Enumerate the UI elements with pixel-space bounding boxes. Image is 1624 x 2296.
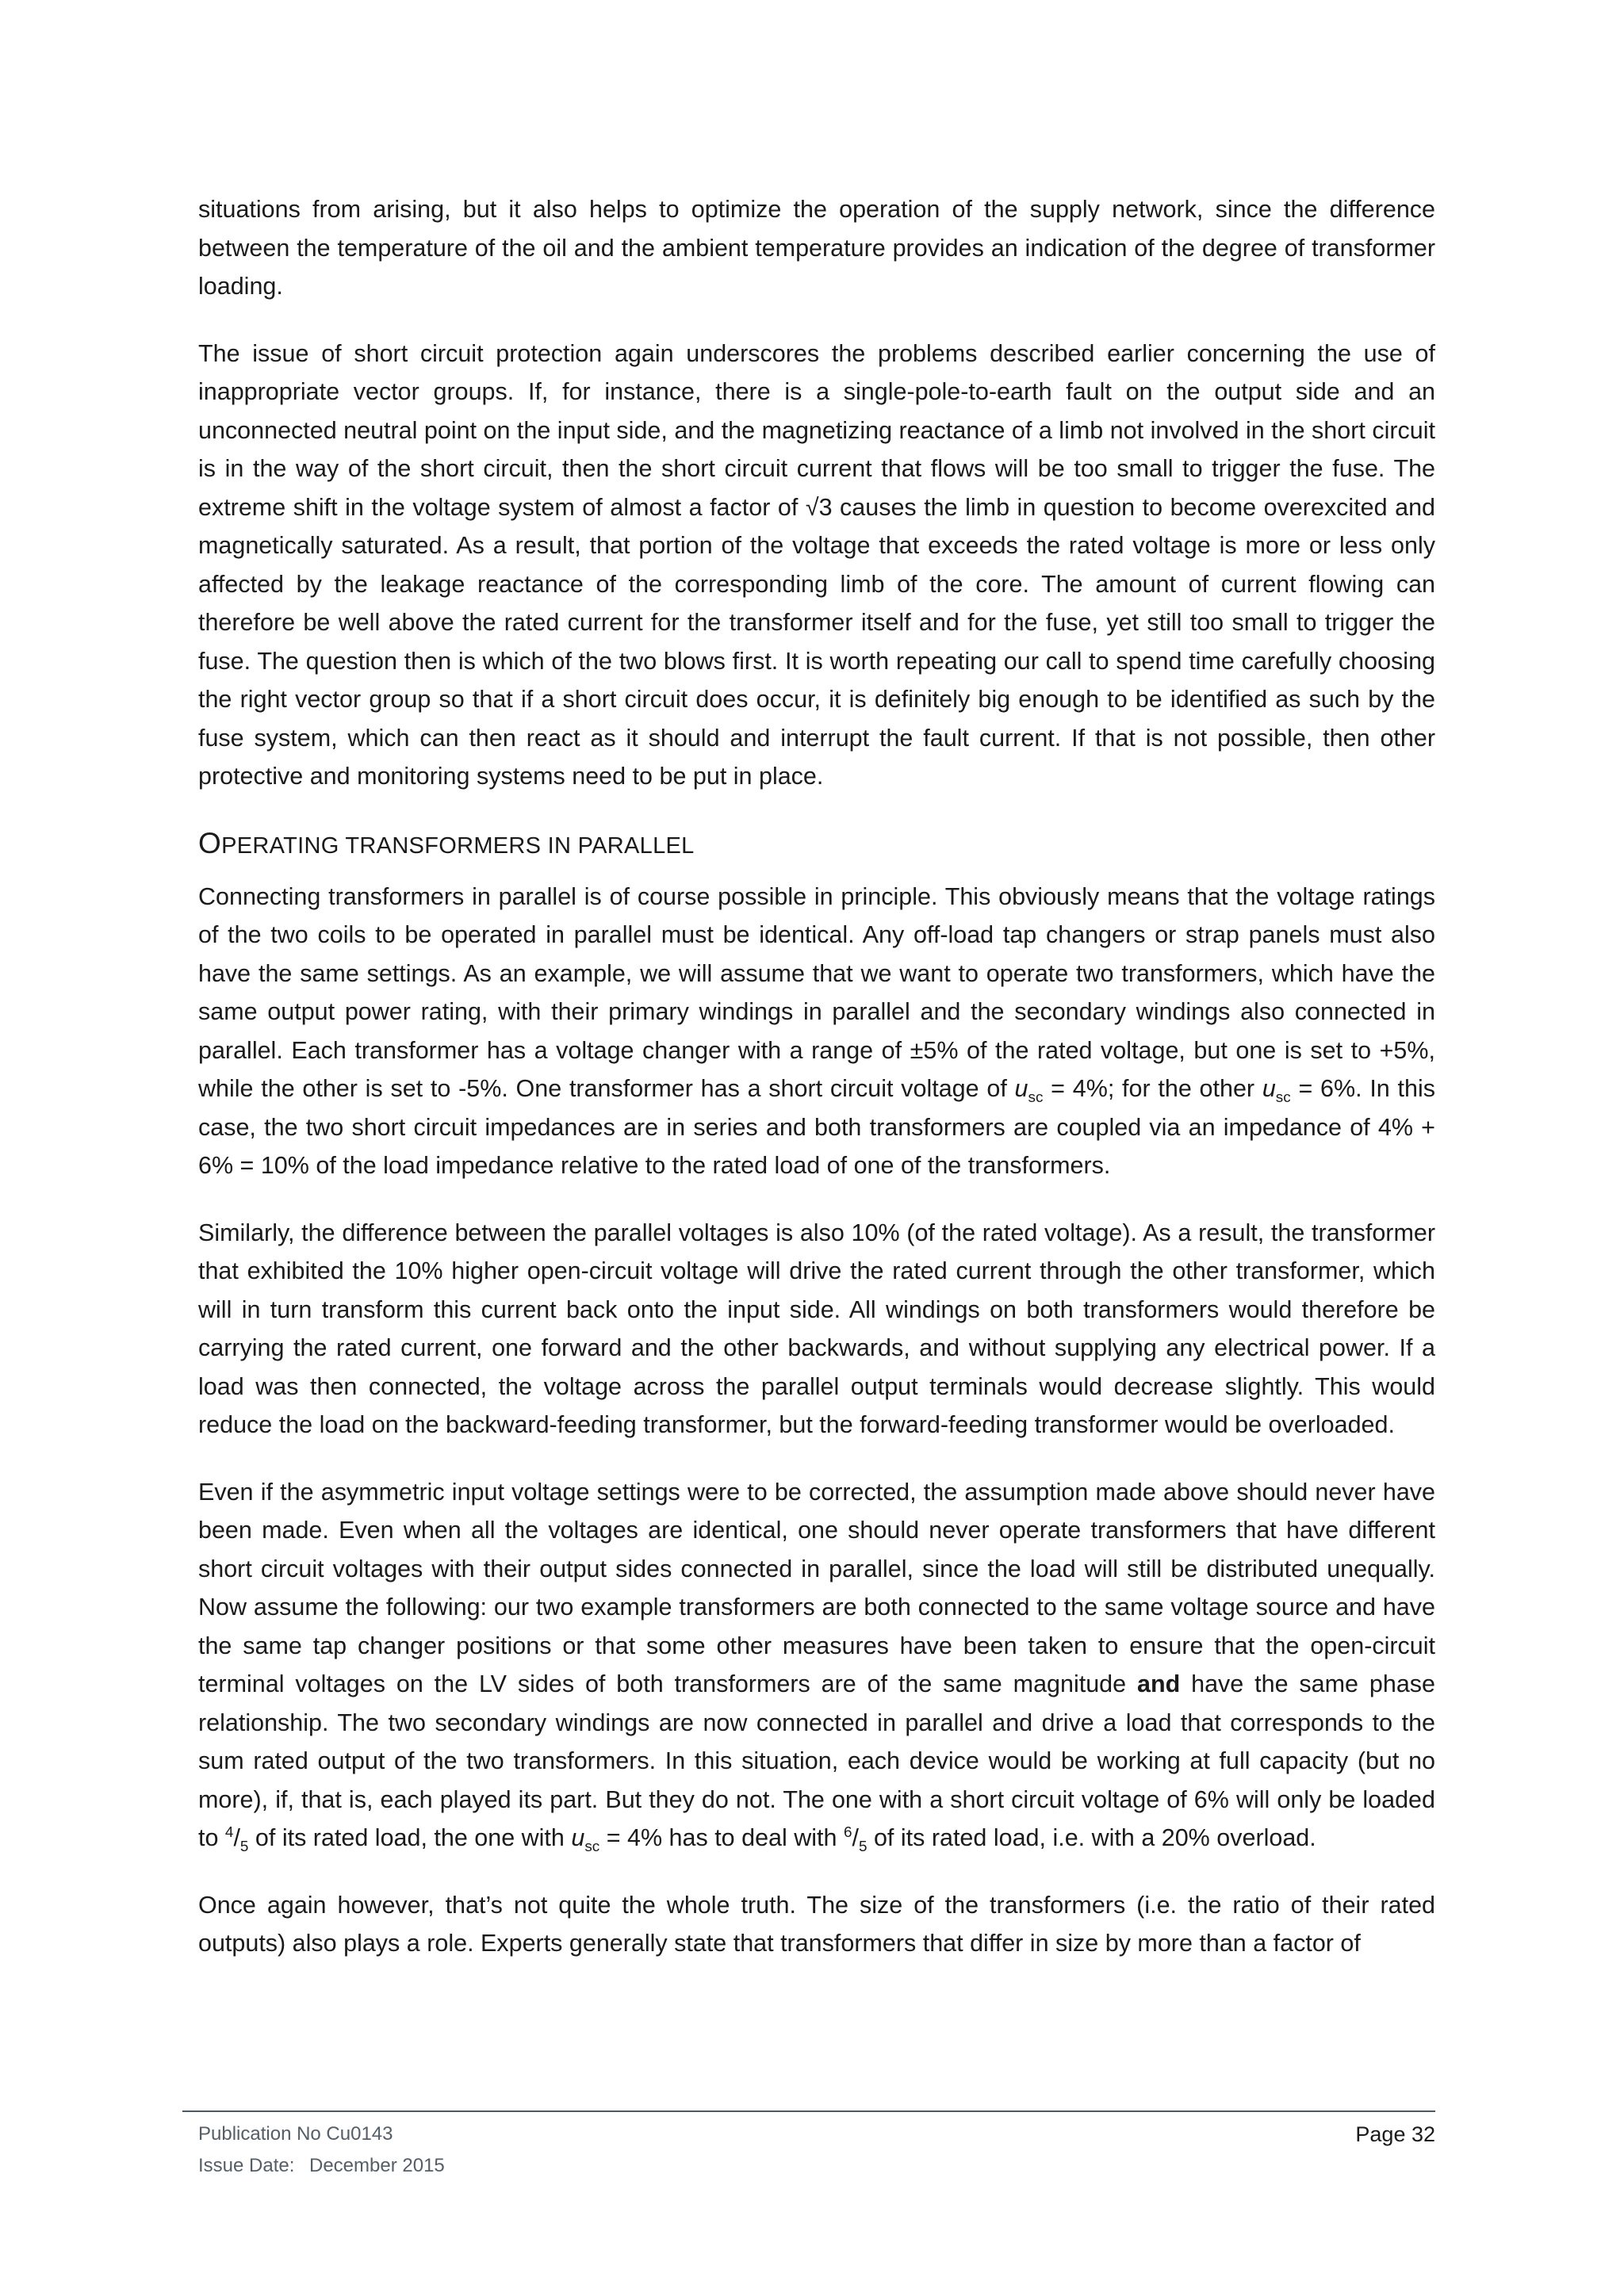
section-heading	[198, 825, 1435, 865]
paragraph-transformer-size: Once again however, that’s not quite the whole truth. The size of the transformers (i.e. the ratio of their rated outputs) also plays a role. Experts generally state that transformers that differ in size by more than a factor of	[198, 1891, 1435, 1957]
publication-number: Publication No Cu0143	[198, 2123, 393, 2145]
footer-divider	[182, 2110, 1435, 2112]
footer-meta	[198, 2118, 445, 2182]
page-body	[198, 190, 1435, 1992]
fraction-denominator: 5	[239, 1839, 249, 1856]
issue-date-row	[198, 2150, 445, 2182]
paragraph-parallel-voltages: Similarly, the difference between the parallel voltages is also 10% (of the rated voltage). As a result, the transformer that exhibited the 10% higher open-circuit voltage will drive the rated current through the other transformer, which will in turn transform this current back onto the input side. All windings on both transformers would therefore be carrying the rated current, one forward and the other backwards, and without supplying any electrical power. If a load was then connected, the voltage across the parallel output terminals would decrease slightly. This would reduce the load on the backward-feeding transformer, but the forward-feeding transformer would be overloaded.	[198, 1219, 1435, 1438]
heading-initial: O	[198, 826, 222, 859]
heading-rest: PERATING TRANSFORMERS IN PARALLEL	[221, 832, 695, 859]
fraction-denominator: 5	[858, 1839, 868, 1856]
paragraph-unequal-load: Even if the asymmetric input voltage settings were to be corrected, the assumption made above should never have been made. Even when all the voltages are identical, one should never operate transformers that have different short circuit voltages with their output sides connected in parallel, since the load will still be distributed unequally. Now assume the following: our two example transformers are both connected to the same voltage source and have the same tap changer positions or that some other measures have been taken to ensure that the open-circuit terminal voltages on the LV sides of both transformers are of the same magnitude and have the same phase relationship. The two secondary windings are now connected in parallel and drive a load that corresponds to the sum rated output of the two transformers. In this situation, each device would be working at full capacity (but no more), if, that is, each played its part. But they do not. The one with a short circuit voltage of 6% will only be loaded to $^4/_5$ of its rated load, the one with $u_{sc} = 4\%$ has to deal with $^6/_5$ of its rated load, i.e. with a 20% overload.	[198, 1478, 1435, 1856]
fraction-numerator: 6	[843, 1823, 852, 1841]
issue-date-value: December 2015	[309, 2155, 445, 2176]
paragraph-parallel-connection: Connecting transformers in parallel is of course possible in principle. This obviously means that the voltage ratings of the two coils to be operated in parallel must be identical. Any off-load tap changers or strap panels must also have the same settings. As an example, we will assume that we want to operate two transformers, which have the same output power rating, with their primary windings in parallel and the secondary windings also connected in parallel. Each transformer has a voltage changer with a range of ±5% of the rated voltage, but one is set to +5%, while the other is set to -5%. One transformer has a short circuit voltage of $u_{sc} = 4\%$; for the other $u_{sc} = 6\%$. In this case, the two short circuit impedances are in series and both transformers are coupled via an impedance of 4% + 6% = 10% of the load impedance relative to the rated load of one of the transformers.	[198, 882, 1435, 1179]
page-number: Page 32	[1355, 2122, 1435, 2146]
paragraph-short-circuit-protection: The issue of short circuit protection again underscores the problems described earlier concerning the use of inappropriate vector groups. If, for instance, there is a single-pole-to-earth fault on the output side and an unconnected neutral point on the input side, and the magnetizing reactance of a limb not involved in the short circuit is in the way of the short circuit, then the short circuit current that flows will be too small to trigger the fuse. The extreme shift in the voltage system of almost a factor of √3 causes the limb in question to become overexcited and magnetically saturated. As a result, that portion of the voltage that exceeds the rated voltage is more or less only affected by the leakage reactance of the corresponding limb of the core. The amount of current flowing can therefore be well above the rated current for the transformer itself and for the fuse, yet still too small to trigger the fuse. The question then is which of the two blows first. It is worth repeating our call to spend time carefully choosing the right vector group so that if a short circuit does occur, it is definitely big enough to be identified as such by the fuse system, which can then react as it should and interrupt the fault current. If that is not possible, then other protective and monitoring systems need to be put in place.	[198, 339, 1435, 790]
issue-date-label: Issue Date:	[198, 2155, 295, 2176]
fraction-numerator: 4	[224, 1823, 234, 1841]
paragraph-oil-temperature: situations from arising, but it also helps to optimize the operation of the supply network, since the difference between the temperature of the oil and the ambient temperature provides an indication of the degree of transformer loading.	[198, 196, 1435, 300]
